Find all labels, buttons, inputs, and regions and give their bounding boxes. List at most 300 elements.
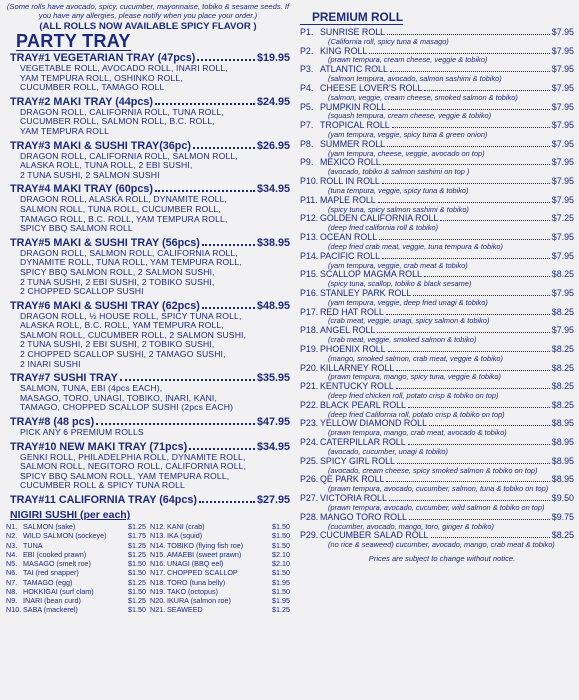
tray-contents-line: SPICY BBQ SALMON ROLL, 2 SALMON SUSHI, [20, 266, 215, 277]
item-price: $7.95 [551, 45, 574, 56]
tray-header [6, 441, 290, 453]
tray-contents-line: YAM TEMPURA ROLL, OSHINKO ROLL, [20, 72, 183, 83]
left-column [6, 2, 290, 615]
dot-leader [388, 351, 550, 352]
right-column [300, 8, 574, 563]
item-price: $8.25 [551, 399, 574, 410]
party-tray-heading: PARTY TRAY [16, 31, 131, 51]
tray-header [6, 96, 290, 108]
premium-roll-header [300, 121, 574, 131]
item-name: ROLL IN ROLL [320, 176, 380, 187]
nigiri-column-2 [146, 522, 290, 615]
tray-contents-line: SPICY BBQ SALMON ROLL [20, 223, 133, 234]
premium-roll-header [300, 326, 574, 336]
tray-title: TRAY#6 MAKI & SUSHI TRAY (62pcs) [10, 299, 200, 312]
dot-leader [390, 71, 550, 72]
nigiri-item [150, 578, 290, 587]
tray-contents-line: 2 CHOPPED SCALLOP SUSHI, 2 TAMAGO SUSHI, [20, 349, 226, 360]
premium-roll-header [300, 513, 574, 523]
item-description: (crab meat, veggie, unagi, spicy salmon & tobiko) [328, 317, 490, 326]
item-name: IKURA (salmon roe) [167, 596, 231, 605]
premium-roll-header [300, 419, 574, 429]
item-code: P9. [300, 157, 314, 168]
tray-contents-line: ALASKA ROLL, TUNA ROLL, 2 EBI SUSHI, [20, 160, 193, 171]
price-disclaimer: Prices are subject to change without notice. [368, 553, 516, 563]
item-description: (prawn tempura, avocado, cucumber, wild salmon & tobiko on top) [328, 503, 545, 512]
item-code: P10. [300, 176, 319, 187]
dot-leader [440, 220, 549, 221]
item-description: (spicy tuna, spicy salmon sashimi & tobiko) [328, 205, 469, 214]
premium-roll-header [300, 65, 574, 75]
premium-roll-item [300, 308, 574, 327]
item-name: WILD SALMON (sockeye) [23, 531, 107, 541]
item-code: N3. [6, 540, 18, 550]
tray-contents-line: DRAGON ROLL, ½ HOUSE ROLL, SPICY TUNA ROLL, [20, 310, 242, 321]
premium-roll-header [300, 438, 574, 448]
nigiri-heading: NIGIRI SUSHI (per each) [10, 509, 131, 521]
tray-item [6, 183, 290, 233]
premium-roll-header [300, 28, 574, 38]
item-description: (yam tempura, veggie, deep fried unagi & tobiko) [328, 298, 488, 307]
dot-leader [409, 519, 550, 520]
item-name: SALMON (sake) [23, 522, 76, 531]
premium-roll-header [300, 308, 574, 318]
tray-contents-line: DYNAMITE ROLL, TUNA ROLL, YAM TEMPURA ROLL, [20, 257, 242, 268]
item-description: (California roll, spicy tuna & masago) [328, 37, 449, 46]
item-code: N13. [150, 531, 166, 541]
item-name: EBI (cooked prawn) [23, 549, 87, 559]
item-name: TUNA [23, 540, 43, 550]
item-name: TAI (red snapper) [23, 568, 79, 578]
item-code: N16. [150, 559, 166, 568]
nigiri-item [150, 568, 290, 577]
item-name: KANI (crab) [167, 522, 205, 531]
premium-roll-header [300, 252, 574, 262]
item-description: (deep fried california roll & tobiko) [328, 224, 439, 233]
premium-roll-header [300, 140, 574, 150]
item-description: (avocado, cucumber, unagi & tobiko) [328, 447, 448, 456]
item-price: $8.25 [551, 343, 574, 354]
item-price: $7.95 [551, 101, 574, 112]
item-name: ANGEL ROLL [320, 325, 376, 336]
item-price: $7.95 [551, 82, 574, 93]
item-price: $1.95 [272, 577, 290, 587]
nigiri-item [150, 559, 290, 568]
premium-roll-item [300, 513, 574, 532]
item-code: P3. [300, 64, 314, 75]
premium-roll-header [300, 84, 574, 94]
dot-leader [386, 481, 549, 482]
premium-roll-item [300, 457, 574, 476]
item-price: $8.95 [551, 418, 574, 429]
item-name: STANLEY PARK ROLL [320, 287, 412, 298]
item-code: N21. [150, 605, 166, 615]
item-code: P17. [300, 306, 319, 317]
item-price: $8.25 [551, 381, 574, 392]
tray-contents-line: GENKI ROLL, PHILADELPHIA ROLL, DYNAMITE ROLL, [20, 451, 246, 462]
item-price: $1.95 [272, 596, 290, 605]
premium-roll-item [300, 196, 574, 215]
item-name: YELLOW DIAMOND ROLL [320, 418, 428, 429]
tray-contents-line: CUCUMBER ROLL & SPICY TUNA ROLL [20, 480, 185, 491]
dot-leader [120, 379, 255, 381]
dot-leader [429, 425, 550, 426]
nigiri-table [6, 522, 290, 615]
item-price: $1.25 [128, 549, 146, 559]
item-name: KING ROLL [320, 45, 368, 56]
tray-contents-line: SALMON ROLL, NEGITORO ROLL, CALIFORNIA ROLL, [20, 461, 247, 472]
item-name: KENTUCKY ROLL [320, 381, 394, 392]
dot-leader [383, 164, 550, 165]
dot-leader [387, 34, 550, 35]
premium-roll-item [300, 382, 574, 401]
item-code: P13. [300, 232, 319, 243]
item-code: P11. [300, 194, 318, 205]
nigiri-item [150, 550, 290, 559]
dot-leader [189, 448, 255, 450]
item-code: P24. [300, 437, 319, 448]
item-code: N17. [150, 568, 166, 578]
dot-leader [392, 127, 550, 128]
item-description: (deep fried crab meat, veggie, tuna tempura & tobiko) [328, 242, 504, 251]
tray-contents-line: DRAGON ROLL, ALASKA ROLL, DYNAMITE ROLL, [20, 194, 228, 205]
tray-item [6, 300, 290, 370]
item-price: $1.25 [128, 540, 146, 550]
premium-roll-item [300, 270, 574, 289]
item-name: CATERPILLAR ROLL [320, 437, 406, 448]
dot-leader [413, 295, 550, 296]
premium-roll-header [300, 364, 574, 374]
item-description: (crab meat, veggie, smoked salmon & tobiko) [328, 336, 477, 345]
item-code: N10. [6, 605, 22, 615]
dot-leader [388, 109, 550, 110]
item-code: P22. [300, 399, 319, 410]
item-code: N14. [150, 540, 166, 550]
item-code: P21. [300, 381, 319, 392]
premium-roll-header [300, 103, 574, 113]
tray-contents-line: SALMON ROLL, TUNA ROLL, CUCUMBER ROLL, [20, 203, 221, 214]
tray-title: TRAY#3 MAKI & SUSHI TRAY(36pc) [10, 139, 191, 152]
item-price: $1.25 [272, 605, 290, 615]
tray-title: TRAY#2 MAKI TRAY (44pcs) [10, 95, 154, 108]
item-price: $8.95 [551, 474, 574, 485]
nigiri-item [6, 605, 146, 614]
item-description: (prawn tempura, cream cheese, veggie & tobiko) [328, 56, 488, 65]
tray-contents-line: DRAGON ROLL, CALIFORNIA ROLL, TUNA ROLL, [20, 106, 225, 117]
item-code: P19. [300, 343, 319, 354]
item-price: $7.95 [551, 287, 574, 298]
item-description: (prawn tempura, mango, spicy tuna, veggie & tobiko) [328, 373, 501, 382]
item-price: $1.25 [128, 577, 146, 587]
tray-price: $47.95 [256, 416, 290, 429]
item-price: $1.50 [272, 586, 290, 596]
item-name: SUNRISE ROLL [320, 27, 386, 37]
item-code: N2. [6, 531, 18, 541]
item-name: VICTORIA ROLL [320, 493, 387, 504]
item-price: $7.95 [551, 120, 574, 131]
dot-leader [408, 407, 550, 408]
tray-list [6, 52, 290, 506]
item-price: $8.95 [551, 455, 574, 466]
tray-contents-line: DRAGON ROLL, CALIFORNIA ROLL, SALMON ROLL, [20, 150, 238, 161]
tray-contents-line: TAMAGO ROLL, B.C. ROLL, YAM TEMPURA ROLL, [20, 213, 228, 224]
tray-item [6, 237, 290, 297]
premium-roll-item [300, 84, 574, 103]
item-description: (salmon tempura, avocado, salmon sashimi & tobiko) [328, 75, 502, 84]
item-name: CHEESE LOVER'S ROLL [320, 82, 423, 93]
item-code: P28. [300, 511, 319, 522]
premium-roll-header [300, 289, 574, 299]
item-code: P16. [300, 287, 319, 298]
item-price: $1.50 [272, 531, 290, 541]
item-code: P7. [300, 120, 314, 131]
item-name: TOBIKO (flying fish roe) [167, 540, 244, 550]
dot-leader [389, 500, 550, 501]
item-price: $7.95 [551, 176, 574, 187]
item-name: OCEAN ROLL [320, 232, 378, 243]
dot-leader [424, 90, 549, 91]
dot-leader [96, 423, 255, 425]
item-description: (prawn tempura, mango, crab meat, avocado & tobiko) [328, 429, 507, 438]
dot-leader [387, 146, 550, 147]
item-price: $8.25 [551, 306, 574, 317]
nigiri-item [150, 605, 290, 614]
item-price: $8.25 [551, 362, 574, 373]
nigiri-item [6, 587, 146, 596]
dot-leader [397, 463, 550, 464]
premium-roll-item [300, 47, 574, 66]
premium-roll-item [300, 494, 574, 513]
dot-leader [155, 190, 255, 192]
item-description: (prawn tempura, avocado, cucumber, salmon, tuna & tobiko on top) [328, 485, 549, 494]
item-name: TROPICAL ROLL [320, 120, 390, 131]
tray-price: $38.95 [256, 236, 290, 249]
item-price: $1.50 [272, 522, 290, 531]
item-price: $8.25 [551, 269, 574, 280]
tray-title: TRAY#5 MAKI & SUSHI TRAY (56pcs) [10, 236, 200, 249]
dot-leader [431, 537, 550, 538]
nigiri-item [6, 541, 146, 550]
dot-leader [386, 314, 550, 315]
tray-contents-line: SPICY BBQ SALMON ROLL, YAM TEMPURA ROLL, [20, 470, 230, 481]
item-code: N20. [150, 596, 166, 605]
tray-header [6, 300, 290, 312]
nigiri-item [6, 578, 146, 587]
nigiri-item [150, 522, 290, 531]
item-code: P8. [300, 138, 314, 149]
nigiri-item [6, 559, 146, 568]
premium-roll-header [300, 270, 574, 280]
tray-price: $27.95 [256, 494, 290, 506]
premium-roll-item [300, 140, 574, 159]
item-name: TORO (tuna belly) [167, 577, 226, 587]
item-description: (salmon, veggie, cream cheese, smoked salmon & tobiko) [328, 93, 518, 102]
tray-price: $48.95 [256, 299, 290, 312]
item-name: PHOENIX ROLL [320, 343, 386, 354]
premium-roll-header [300, 177, 574, 187]
item-description: (avocado, cream cheese, spicy smoked salmon & tobiko on top) [328, 466, 538, 475]
premium-roll-header [300, 196, 574, 206]
premium-roll-item [300, 121, 574, 140]
item-price: $8.25 [551, 530, 574, 541]
tray-title: TRAY#7 SUSHI TRAY [10, 372, 118, 385]
spicy-availability-note: (ALL ROLLS NOW AVAILABLE SPICY FLAVOR ) [39, 21, 257, 32]
tray-contents-line: 2 TUNA SUSHI, 2 SALMON SUSHI [20, 169, 160, 180]
tray-title: TRAY#1 VEGETARIAN TRAY (47pcs) [10, 52, 196, 64]
premium-roll-item [300, 438, 574, 457]
item-code: P20. [300, 362, 319, 373]
tray-title: TRAY#10 NEW MAKI TRAY (71pcs) [10, 440, 188, 453]
item-name: ATLANTIC ROLL [320, 64, 388, 75]
dot-leader [378, 202, 550, 203]
dot-leader [197, 59, 255, 61]
item-price: $1.50 [272, 540, 290, 550]
item-price: $7.25 [551, 213, 574, 224]
dot-leader [377, 332, 549, 333]
item-price: $8.95 [551, 437, 574, 448]
item-name: PUMPKIN ROLL [320, 101, 387, 112]
tray-header [6, 237, 290, 249]
tray-contents-line: ALASKA ROLL, B.C. ROLL, YAM TEMPURA ROLL, [20, 320, 224, 331]
tray-item [6, 416, 290, 438]
nigiri-item [6, 568, 146, 577]
tray-price: $26.95 [256, 139, 290, 152]
premium-roll-heading: PREMIUM ROLL [300, 10, 403, 25]
item-description: (tuna tempura, veggie, spicy tuna & tobiko) [328, 186, 469, 195]
item-name: MANGO TORO ROLL [320, 511, 407, 522]
item-price: $7.95 [551, 232, 574, 243]
item-name: SCALLOP MAGMA ROLL [320, 269, 422, 280]
item-code: P18. [300, 325, 319, 336]
dot-leader [193, 147, 255, 149]
item-price: $1.50 [128, 568, 146, 578]
dot-leader [424, 276, 550, 277]
tray-contents-line: SALMON, TUNA, EBI (4pcs EACH), [20, 383, 163, 394]
item-code: N19. [150, 586, 166, 596]
item-price: $7.95 [551, 325, 574, 336]
premium-roll-item [300, 65, 574, 84]
item-name: TAMAGO (egg) [23, 577, 73, 587]
premium-roll-item [300, 103, 574, 122]
tray-item [6, 52, 290, 93]
item-name: SEAWEED [167, 605, 203, 615]
item-price: $9.75 [551, 511, 574, 522]
item-price: $1.75 [128, 531, 146, 541]
item-name: BLACK PEARL ROLL [320, 399, 406, 410]
tray-price: $34.95 [256, 183, 290, 196]
tray-item [6, 372, 290, 413]
item-description: (spicy tuna, scallop, tobiko & black sesame) [328, 280, 472, 289]
item-name: KILLARNEY ROLL [320, 362, 395, 373]
item-name: GOLDEN CALIFORNIA ROLL [320, 213, 439, 224]
premium-roll-item [300, 28, 574, 47]
item-price: $7.95 [551, 157, 574, 168]
nigiri-column-1 [6, 522, 146, 615]
tray-item [6, 96, 290, 137]
item-price: $7.95 [551, 27, 574, 37]
dot-leader [396, 370, 549, 371]
item-name: SPICY GIRL ROLL [320, 455, 395, 466]
item-price: $1.50 [128, 586, 146, 596]
premium-roll-item [300, 531, 574, 550]
item-name: CUCUMBER SALAD ROLL [320, 530, 429, 541]
item-name: AMAEBI (sweet prawn) [167, 549, 242, 559]
item-description: (yam tempura, veggie, spicy tuna & green onion) [328, 131, 488, 140]
item-description: (yam tempura, cheese, veggie, avocado on top) [328, 149, 485, 158]
premium-roll-item [300, 345, 574, 364]
item-description: (no rice & seaweed) cucumber, avocado, mango, crab meat & tobiko) [328, 541, 555, 550]
tray-title: TRAY#4 MAKI TRAY (60pcs) [10, 183, 154, 196]
item-description: (yam tempura, veggie, crab meat & tobiko) [328, 261, 468, 270]
item-description: (avocado, tobiko & salmon sashimi on top ) [328, 168, 470, 177]
premium-roll-item [300, 419, 574, 438]
item-code: P29. [300, 530, 319, 541]
premium-roll-header [300, 494, 574, 504]
item-name: PACIFIC ROLL [320, 250, 381, 261]
item-code: N1. [6, 522, 18, 531]
item-name: MAPLE ROLL [320, 194, 376, 205]
premium-roll-header [300, 401, 574, 411]
tray-item [6, 494, 290, 506]
tray-title: TRAY#8 (48 pcs) [10, 416, 95, 429]
tray-price: $34.95 [256, 440, 290, 453]
nigiri-item [150, 587, 290, 596]
nigiri-item [150, 531, 290, 540]
tray-price: $19.95 [256, 52, 290, 64]
item-price: $7.95 [551, 64, 574, 75]
item-price: $1.25 [128, 522, 146, 531]
dot-leader [155, 103, 255, 105]
premium-roll-item [300, 158, 574, 177]
item-price: $2.10 [272, 559, 290, 568]
item-price: $9.50 [551, 493, 574, 504]
premium-roll-header [300, 475, 574, 485]
premium-roll-header [300, 47, 574, 57]
item-code: N9. [6, 596, 18, 605]
nigiri-item [150, 541, 290, 550]
dot-leader [382, 258, 550, 259]
item-description: (squash tempura, cream cheese, veggie & tobiko) [328, 112, 492, 121]
tray-price: $24.95 [256, 95, 290, 108]
item-description: (mango, smoked salmon, crab meat, veggie & tobiko) [328, 354, 503, 363]
premium-roll-list [300, 28, 574, 550]
item-code: P25. [300, 455, 319, 466]
tray-item [6, 441, 290, 491]
premium-roll-header [300, 457, 574, 467]
premium-roll-item [300, 364, 574, 383]
item-code: P27. [300, 493, 319, 504]
item-name: IKA (squid) [167, 531, 203, 541]
tray-contents-line: SALMON ROLL, CUCUMBER ROLL, 2 SALMON SUSHI, [20, 329, 247, 340]
item-name: SABA (mackerel) [23, 605, 78, 615]
dot-leader [202, 244, 255, 246]
item-name: RED HAT ROLL [320, 306, 384, 317]
item-code: P5. [300, 101, 314, 112]
item-name: UNAGI (BBQ eel) [167, 559, 224, 568]
tray-title: TRAY#11 CALIFORNIA TRAY (64pcs) [10, 494, 197, 506]
dot-leader [199, 501, 255, 503]
tray-item [6, 140, 290, 181]
tray-contents-line: 2 INARI SUSHI [20, 358, 81, 369]
premium-roll-item [300, 214, 574, 233]
item-code: N12. [150, 522, 166, 531]
tray-contents-line: DRAGON ROLL, SALMON ROLL, CALIFORNIA ROLL, [20, 247, 238, 258]
item-description: (cucumber, avocado, mango, toro, ginger & tobiko) [328, 522, 494, 531]
item-price: $2.10 [272, 549, 290, 559]
nigiri-item [6, 596, 146, 605]
premium-roll-header [300, 214, 574, 224]
premium-roll-item [300, 233, 574, 252]
